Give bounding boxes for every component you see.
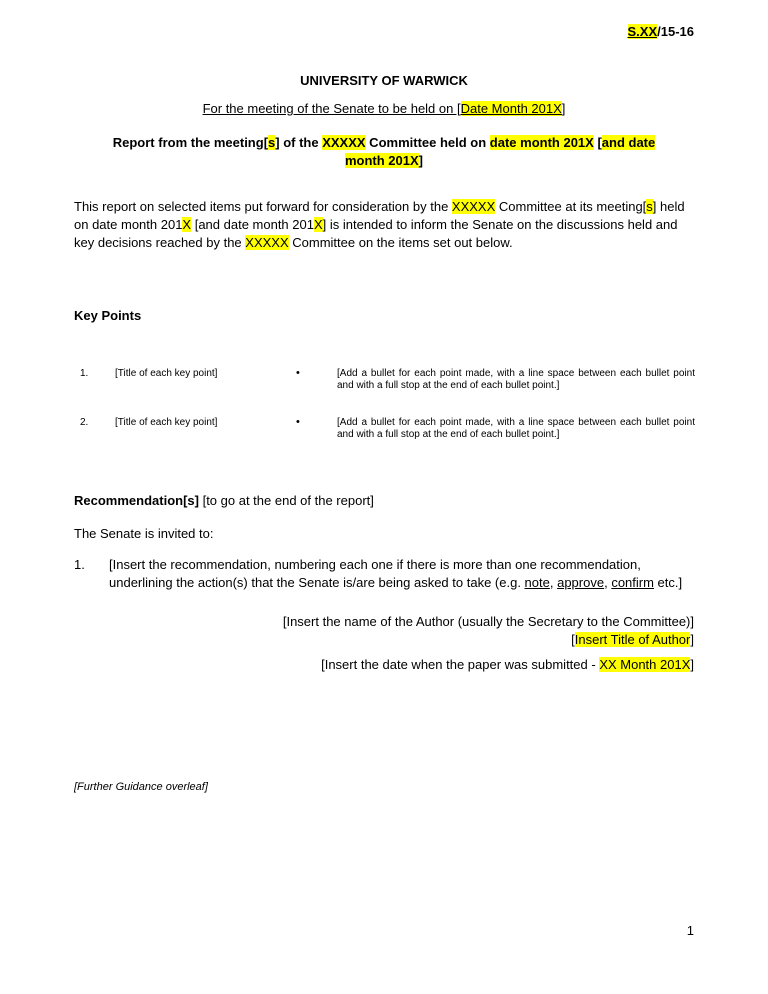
recommendation-sep: ,	[549, 575, 558, 590]
intro-text: Committee at its meeting[	[495, 199, 647, 214]
author-title: Insert Title of Author	[574, 632, 691, 647]
author-title-bracket: [	[571, 632, 575, 647]
intro-text: ] is intended to inform the Senate on the discussions held and key decisions reached by the	[74, 217, 678, 250]
report-title	[74, 134, 694, 170]
report-title-date1: date month 201X	[489, 135, 594, 150]
key-point-text: [Add a bullet for each point made, with a line space between each bullet point and with a full stop at the end of each bullet point.]	[337, 368, 695, 391]
submitted-prefix: [Insert the date when the paper was submitted -	[321, 657, 600, 672]
further-guidance-note: [Further Guidance overleaf]	[74, 781, 208, 793]
document-reference	[628, 24, 695, 39]
university-heading: UNIVERSITY OF WARWICK	[300, 73, 468, 88]
recommendations-heading-bold: Recommendation[s]	[74, 493, 199, 508]
recommendations-heading	[74, 493, 374, 508]
report-title-committee: XXXXX	[322, 135, 366, 150]
author-name: [Insert the name of the Author (usually the Secretary to the Committee)]	[282, 614, 694, 629]
key-point-number: 2.	[80, 417, 89, 428]
intro-x: X	[182, 217, 192, 232]
author-title-line	[283, 631, 694, 649]
meeting-line	[0, 101, 768, 116]
key-point-title: [Title of each key point]	[115, 417, 218, 428]
key-point-title: [Title of each key point]	[115, 368, 218, 379]
bullet-icon: •	[296, 416, 300, 428]
submitted-date-line	[321, 657, 694, 672]
intro-text: ] held on date month 201	[74, 199, 685, 232]
action-confirm: confirm	[611, 575, 654, 590]
meeting-prefix: For the meeting of the Senate to be held on [	[202, 101, 461, 116]
bullet-icon: •	[296, 367, 300, 379]
submitted-suffix: ]	[690, 657, 694, 672]
report-title-part: Committee held on	[365, 135, 490, 150]
report-title-part: [	[593, 135, 602, 150]
report-title-s: s	[268, 135, 276, 150]
action-approve: approve	[557, 575, 605, 590]
report-title-date2b: month 201X	[344, 153, 419, 168]
key-point-number: 1.	[80, 368, 89, 379]
recommendation-text	[109, 556, 696, 592]
senate-invited: The Senate is invited to:	[74, 526, 214, 541]
intro-text: This report on selected items put forward for consideration by the	[74, 199, 452, 214]
intro-committee: XXXXX	[245, 235, 289, 250]
report-title-part: Report from the meeting[	[112, 135, 269, 150]
action-note: note	[524, 575, 550, 590]
recommendation-text-part: etc.]	[653, 575, 683, 590]
recommendation-sep: ,	[604, 575, 612, 590]
recommendation-text-part: [Insert the recommendation, numbering each one if there is more than one recommendation, underlining the action(s) that the Senate is/are being asked to take (e.g.	[109, 557, 641, 590]
recommendations-heading-rest: [to go at the end of the report]	[198, 493, 374, 508]
report-title-part: ]	[418, 153, 424, 168]
submitted-date: XX Month 201X	[599, 657, 691, 672]
author-title-bracket: ]	[690, 632, 694, 647]
meeting-date: Date Month 201X	[460, 101, 562, 116]
report-title-date2a: and date	[601, 135, 656, 150]
recommendation-number: 1.	[74, 557, 85, 572]
author-block	[283, 613, 694, 649]
report-title-part: ] of the	[275, 135, 323, 150]
intro-text: Committee on the items set out below.	[288, 235, 513, 250]
intro-s: s	[646, 199, 653, 214]
ref-suffix: /15-16	[657, 24, 694, 39]
intro-committee: XXXXX	[451, 199, 496, 214]
intro-x: X	[313, 217, 323, 232]
key-points-heading: Key Points	[74, 308, 142, 323]
key-point-text: [Add a bullet for each point made, with a line space between each bullet point and with a full stop at the end of each bullet point.]	[337, 417, 695, 440]
page-number: 1	[686, 923, 694, 938]
intro-paragraph	[74, 198, 696, 252]
ref-code: S.XX	[627, 24, 658, 39]
meeting-suffix: ]	[561, 101, 566, 116]
intro-text: [and date month 201	[191, 217, 314, 232]
